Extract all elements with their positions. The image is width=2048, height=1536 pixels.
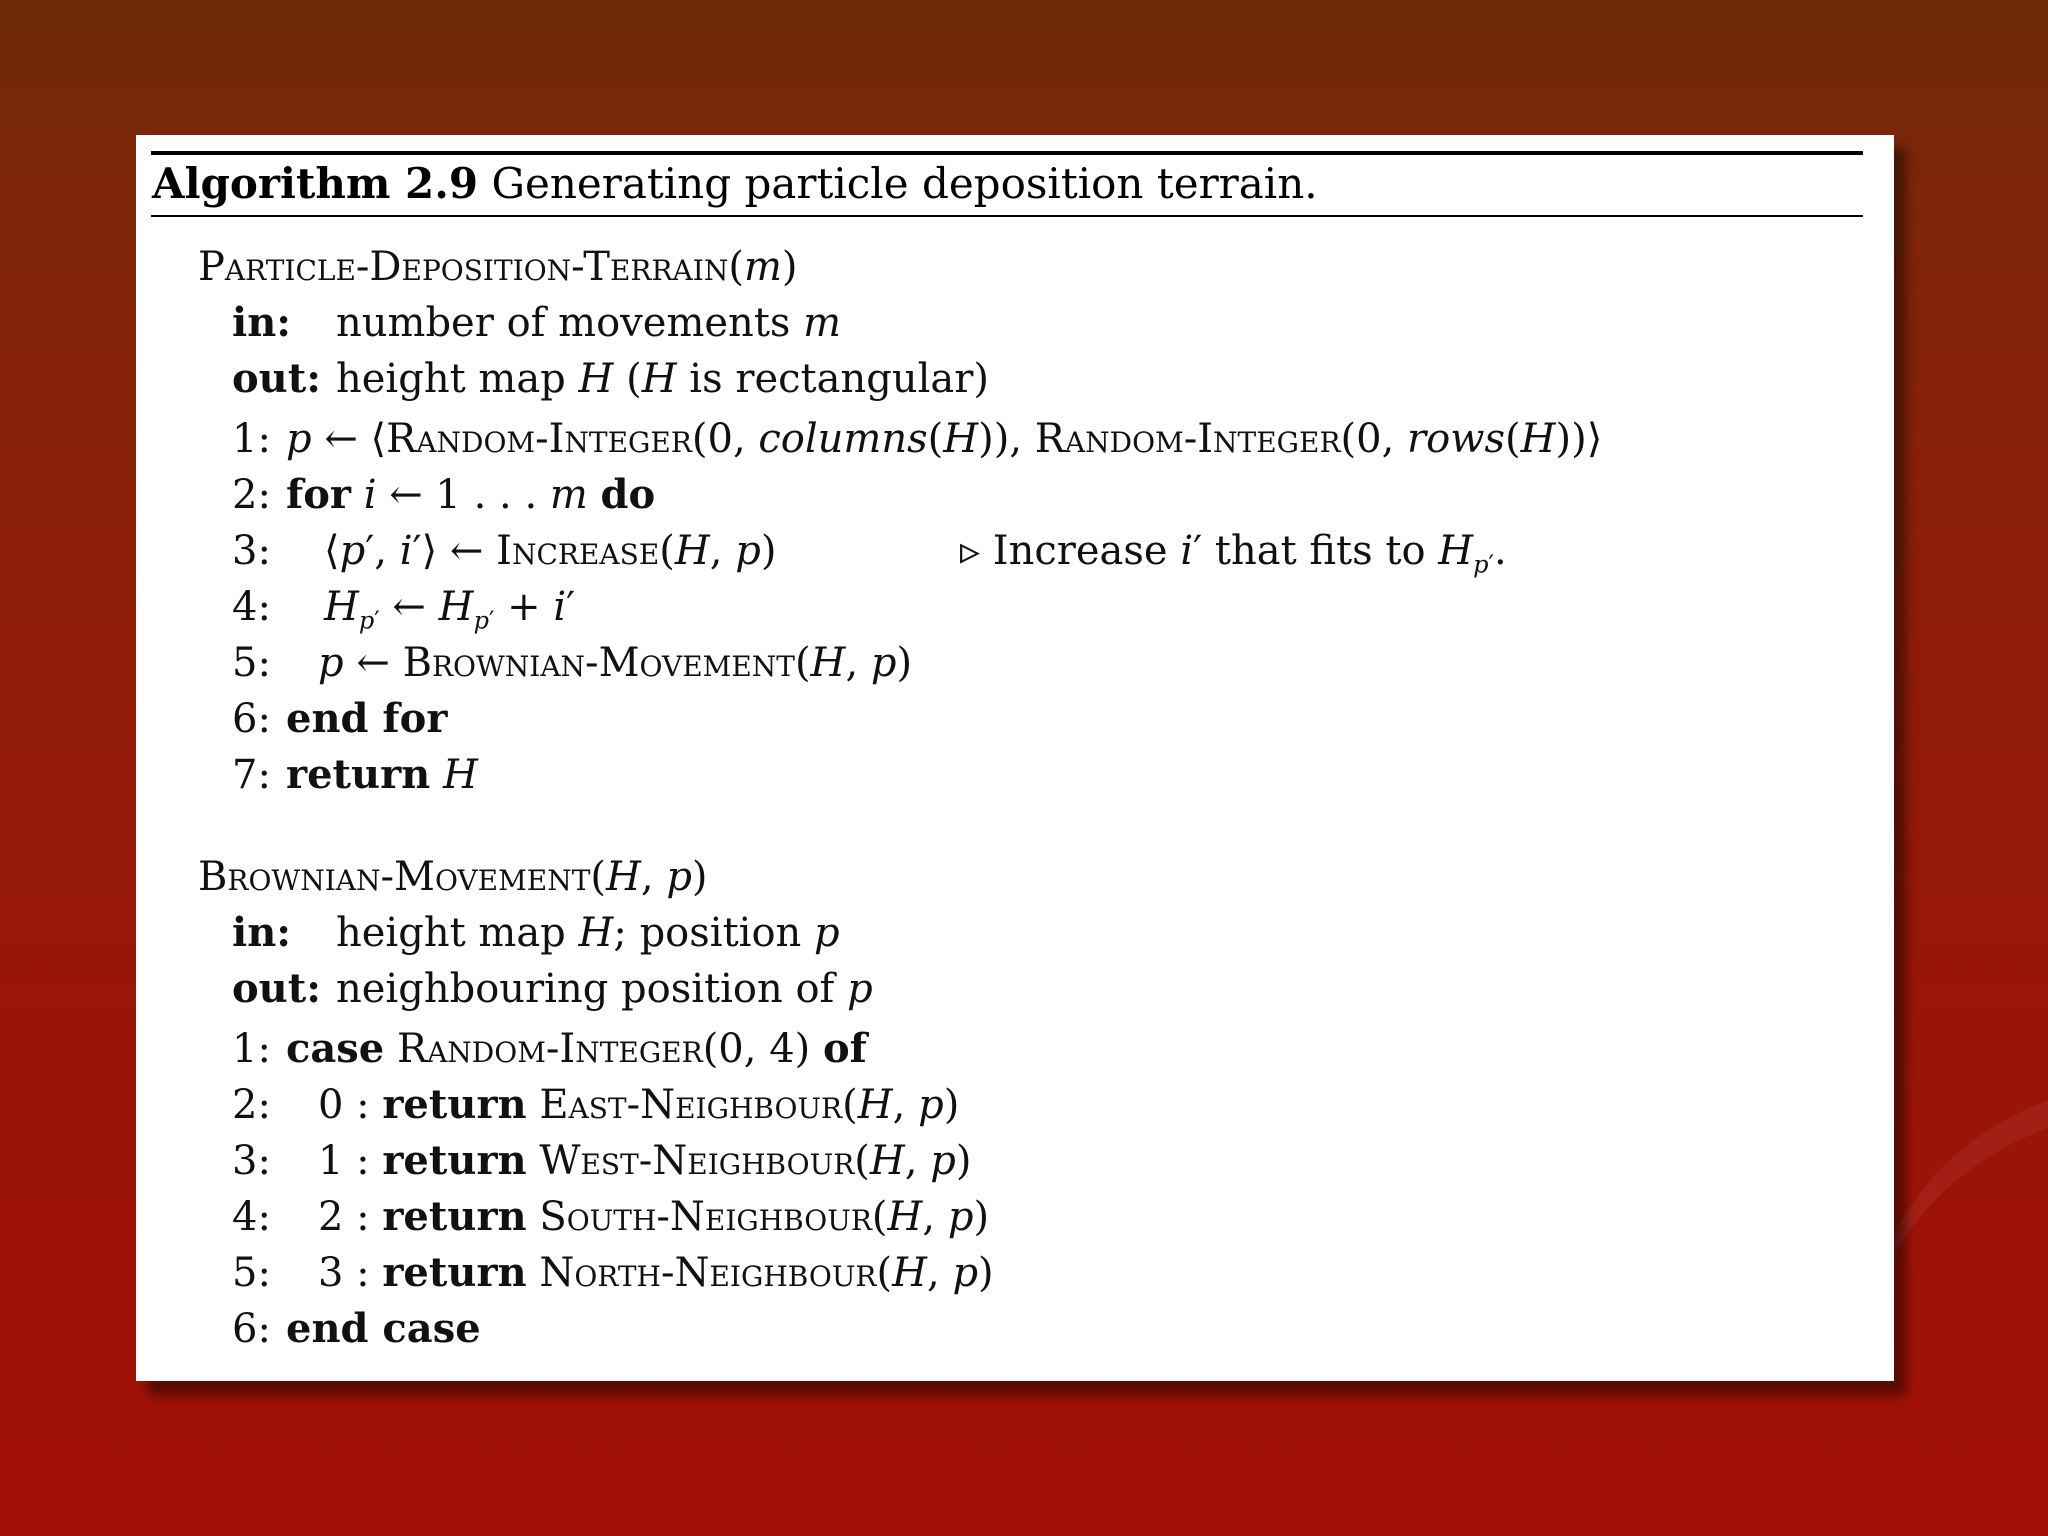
algorithm-card: Algorithm 2.9 Generating particle deposition terrain. Particle-Deposition-Terrain(m) in: number of movements m out: height map H (H is rectangular) 1: p ← ⟨Random-Integer(0, columns(H)), Random-Integer(0, rows(H))⟩ 2: for i ← 1 . . . m do 3: ⟨p′, i′⟩ ← Increase(H, p) ▹ Increase i′ that fits to $H_{p'}$. 4: $H_{p'}$ ← $H_{p'} + i'$ 5: p ← Brownian-Movement(H, p) 6: end for 7: return H Brownian-Movement(H, p) in: height map H; position p out: neighbouring position of p 1: case Random-Integer(0, 4) of 2: 0 : return East-Neighbour(H, p) 3: 1 : return West-Neighbour(H, p) 4: 2 : return South-Neighbour(H, p) 5: 3 : return North-Neighbour(H, p) 6: end case bbox=[136, 135, 1894, 1381]
procedure-1-signature: Particle-Deposition-Terrain(m) bbox=[198, 244, 798, 290]
caption-text: Generating particle deposition terrain. bbox=[491, 159, 1318, 208]
caption-rule bbox=[151, 215, 1863, 217]
algorithm-caption bbox=[152, 155, 1318, 213]
caption-label: Algorithm 2.9 bbox=[152, 159, 479, 208]
procedure-1-line-3-comment: ▹ Increase i′ that fits to $H_{p'}$. bbox=[960, 528, 1507, 579]
procedure-2-signature: Brownian-Movement(H, p) bbox=[198, 854, 708, 900]
